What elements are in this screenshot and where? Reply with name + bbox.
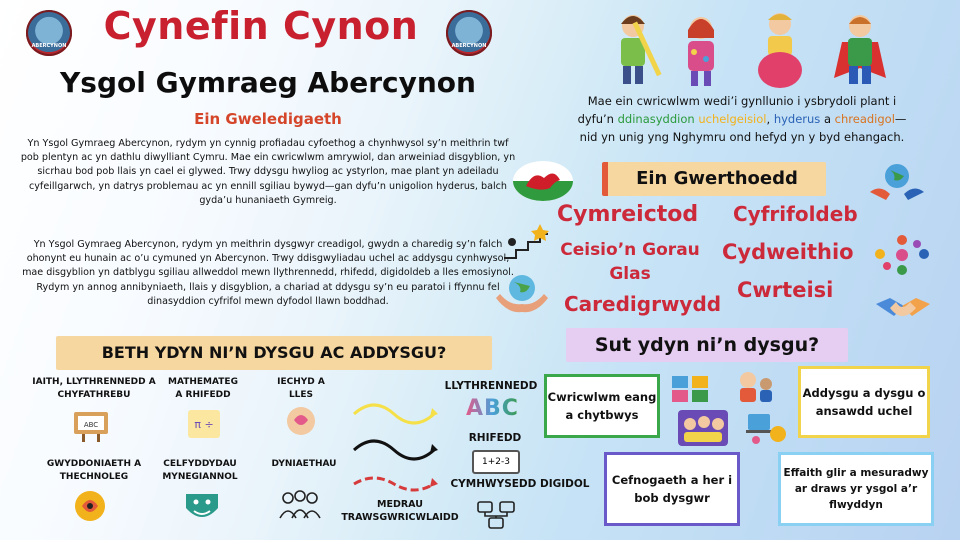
subject-humanities: DYNIAETHAU [271,459,337,469]
keyword-creative: chreadigol [834,112,895,126]
vision-heading: Ein Gweledigaeth [194,110,342,128]
health-brain-icon [284,404,318,438]
child-ball-illustration [752,10,808,90]
language-board-icon [72,408,110,442]
value-responsibility: Cyfrifoldeb [733,202,858,226]
team-circle-icon [872,232,932,278]
stairs-star-icon [500,222,552,262]
curriculum-intro-line-3: nid yn unig yng Nghymru ond hefyd yn y byd ehangach. [579,130,905,144]
crest-text: ABERCYNON [451,43,487,49]
school-crest-right [446,10,492,56]
intro-dash: — [894,112,907,126]
skills-arrows [348,392,444,510]
globe-hands-icon [866,152,928,204]
value-cooperation: Cydweithio [722,240,854,264]
value-try-best: Ceisio’n Gorau Glas [560,240,700,284]
teacher-pupil-icon [732,368,778,406]
skill-numeracy: RHIFEDD [468,432,522,444]
keyword-confident: hyderus [773,112,821,126]
abc-text: ABC [466,396,519,421]
card-support-challenge [604,452,740,526]
card-broad-curriculum [544,374,660,438]
calculator-icon [472,450,520,474]
learning-devices-icon [744,410,788,446]
card-high-quality [798,366,930,438]
school-crest-left [26,10,72,56]
svg-text:π ÷: π ÷ [194,418,214,431]
curriculum-intro-line-1: Mae ein cwricwlwm wedi’i gynllunio i ysbrydoli plant i [587,94,897,108]
calculator-text: 1+2-3 [482,457,510,467]
subject-arts: CELFYDDYDAU MYNEGIANNOL [162,459,238,482]
svg-text:ABC: ABC [83,421,99,429]
handshake-icon [872,286,934,332]
digital-network-icon [474,498,518,532]
abc-graphic [466,396,519,421]
curriculum-intro [548,92,936,146]
curriculum-intro-line-2 [548,110,936,128]
values-heading: Ein Gwerthoedd [602,162,826,196]
card-text: Addysgu a dysgu o ansawdd uchel [802,386,926,418]
skill-literacy: LLYTHRENNEDD [444,380,538,392]
humanities-people-icon [278,488,322,524]
card-text: Cefnogaeth a her i bob dysgwr [611,473,733,505]
skill-cross-curricular: MEDRAU TRAWSGWRICWLAIDD [341,499,459,523]
subject-maths: MATHEMATEG A RHIFEDD [168,377,238,400]
arts-theatre-icon [182,486,222,526]
vision-paragraph-1: Yn Ysgol Gymraeg Abercynon, rydym yn cynnig profiadau cyfoethog a chynhwysol sy’n meithrin twf pob plentyn ac yn dathlu diwylliant Cymru. Mae ein cwricwlwm amrywiol, dan arweiniad disgyblion, yn sicrhau bod pob llais yn cael ei glywed. Trwy ddysgu hwyliog ac ystyrlon, mae plant yn adeiladu cyfeillgarwch, yn datrys problemau ac yn ennill sgiliau bywyd—gan dyfu’n unigolion hyderus, balch gyda’u hunaniaeth Gymreig. [20,138,516,206]
child-superhero-illustration [830,12,890,88]
how-we-learn-heading: Sut ydyn ni’n dysgu? [566,328,848,362]
value-welshness: Cymreictod [557,202,699,227]
keyword-ambitious: uchelgeisiol [698,112,767,126]
subject-science: GWYDDONIAETH A THECHNOLEG [46,459,142,482]
welsh-flag-icon [512,160,574,202]
skill-digital: CYMHWYSEDD DIGIDOL [450,478,590,490]
teaching-heading: BETH YDYN NI’N DYSGU AC ADDYSGU? [56,336,492,370]
poster-title: Cynefin Cynon [103,4,419,48]
vision-paragraph-2: Yn Ysgol Gymraeg Abercynon, rydym yn meithrin dysgwyr creadigol, gwydn a charedig sy’n falch ohonynt eu hunain ac o’u cymuned yn Abercynon. Trwy ddisgwyliadau uchel ac addysgu cynhwysol, mae disgyblion yn datblygu sgiliau allweddol mewn llythrennedd, rhifedd, digidoldeb a lles emosiynol. Rydym yn annog annibyniaeth, llais y disgyblion, a chariad at ddysgu sy’n eu paratoi i ffynnu fel dinasyddion cyfrifol mewn dyfodol llawn boddhad. [22,239,514,307]
keyword-citizens: ddinasyddion [617,112,695,126]
intro-separator: , [766,112,774,126]
hands-earth-icon [494,268,550,318]
intro-prefix: dyfu’n [577,112,618,126]
intro-and: a [820,112,835,126]
school-name: Ysgol Gymraeg Abercynon [60,66,476,99]
classroom-group-icon [676,408,730,448]
subject-health: IECHYD A LLES [277,377,325,400]
card-text: Cwricwlwm eang a chytbwys [547,390,657,422]
value-courtesy: Cwrteisi [737,278,834,302]
crest-text: ABERCYNON [31,43,67,49]
card-clear-impact [778,452,934,526]
card-text: Effaith glir a mesuradwy ar draws yr ysgol a’r flwyddyn [783,467,929,511]
subject-language: IAITH, LLYTHRENNEDD A CHYFATHREBU [32,377,156,400]
school-books-icon [668,372,714,406]
child-painting-illustration [676,14,726,88]
child-writing-illustration [605,10,665,88]
science-brain-icon [70,486,110,526]
maths-icon [184,406,224,442]
value-kindness: Caredigrwydd [564,292,722,316]
